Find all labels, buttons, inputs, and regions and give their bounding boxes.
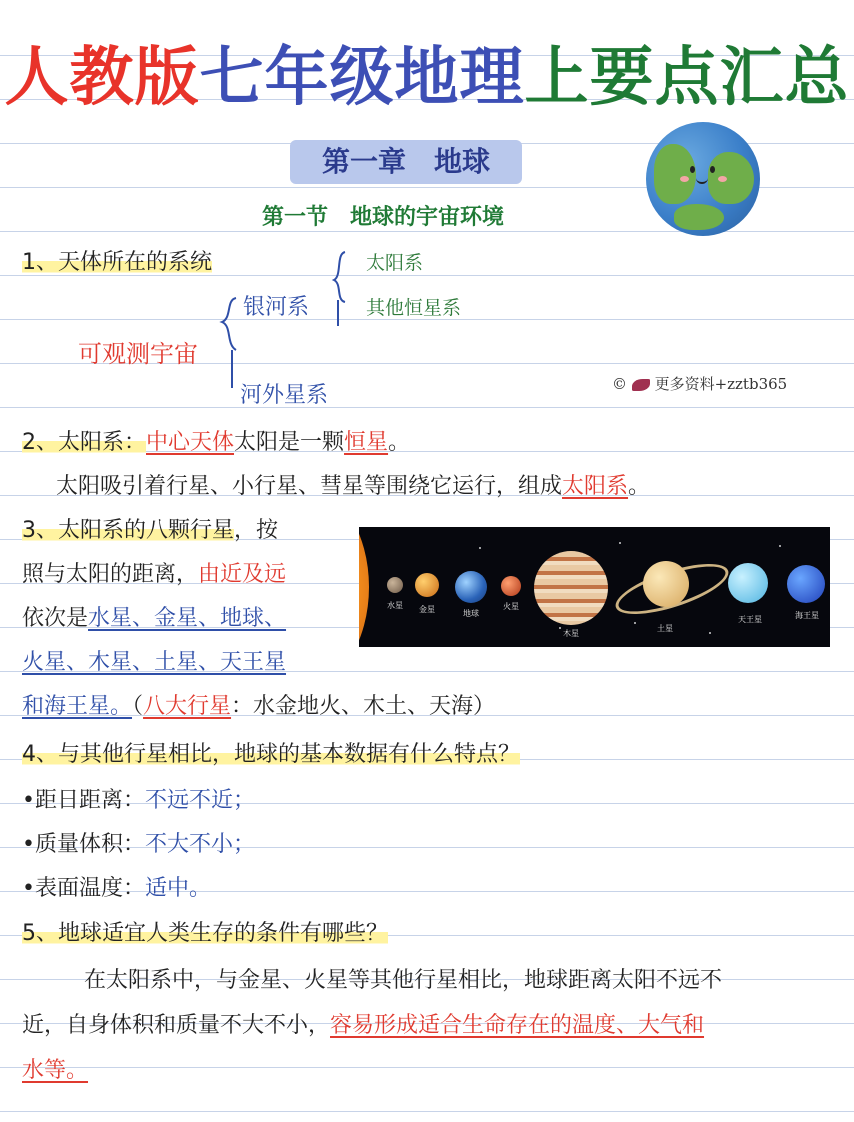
mars: [501, 576, 521, 596]
q3-line-4: 火星、木星、土星、天王星: [22, 650, 287, 675]
q5-line-3: 水等。: [22, 1058, 89, 1083]
q5-line-1: 在太阳系中，与金星、火星等其他行星相比，地球距离太阳不远不: [84, 968, 723, 993]
q2-line-1: 2、太阳系：中心天体太阳是一颗恒星。: [22, 430, 411, 455]
section-heading: 第一节 地球的宇宙环境: [262, 204, 505, 230]
q4-item-mass: •质量体积：不大不小；: [22, 832, 255, 857]
solar-system-label: 太阳系: [366, 252, 424, 274]
observable-universe-label: 可观测宇宙: [78, 340, 198, 368]
q5-heading: 5、地球适宜人类生存的条件有哪些？: [22, 921, 388, 946]
q4-item-temperature: •表面温度：适中。: [22, 876, 211, 901]
earth-label: 地球: [463, 609, 479, 618]
title-part-2: 七年级地理: [199, 41, 525, 115]
q4-heading: 4、与其他行星相比，地球的基本数据有什么特点？: [22, 742, 520, 767]
uranus: [728, 563, 768, 603]
saturn: [643, 561, 689, 607]
neptune: [787, 565, 825, 603]
mars-label: 火星: [503, 602, 519, 611]
title-part-1: 人教版: [4, 41, 200, 115]
other-star-systems-label: 其他恒星系: [366, 297, 462, 319]
q3-line-3: 依次是水星、金星、地球、: [22, 606, 287, 631]
neptune-label: 海王星: [795, 611, 819, 620]
solar-system-image: [359, 527, 830, 647]
copyright-icon: ©: [612, 375, 627, 393]
q5-line-2: 近，自身体积和质量不大不小，容易形成适合生命存在的温度、大气和: [22, 1013, 705, 1038]
mercury: [387, 577, 403, 593]
q1-heading: 1、天体所在的系统: [22, 250, 212, 275]
title-part-3: 上要点汇总: [524, 41, 850, 115]
feather-icon: [632, 379, 650, 391]
chapter-heading: 第一章 地球: [290, 140, 522, 184]
milky-way-label: 银河系: [243, 295, 310, 320]
jupiter: [534, 551, 608, 625]
jupiter-label: 木星: [563, 629, 579, 638]
venus: [415, 573, 439, 597]
earth: [455, 571, 487, 603]
q3-line-2: 照与太阳的距离，由近及远: [22, 562, 287, 587]
credit-text: 更多资料+zztb365: [654, 375, 788, 393]
sun: [359, 527, 369, 647]
q2-line-2: 太阳吸引着行星、小行星、彗星等围绕它运行，组成太阳系。: [56, 474, 651, 499]
credit-note: [612, 373, 787, 394]
mercury-label: 水星: [387, 601, 403, 610]
venus-label: 金星: [419, 605, 435, 614]
uranus-label: 天王星: [738, 615, 762, 624]
q3-line-1: 3、太阳系的八颗行星，按: [22, 518, 279, 543]
q4-item-distance: •距日距离：不远不近；: [22, 788, 255, 813]
q3-line-5: 和海王星。（八大行星：水金地火、木土、天海）: [22, 694, 496, 719]
other-galaxies-label: 河外星系: [240, 383, 329, 408]
saturn-label: 土星: [657, 624, 673, 633]
